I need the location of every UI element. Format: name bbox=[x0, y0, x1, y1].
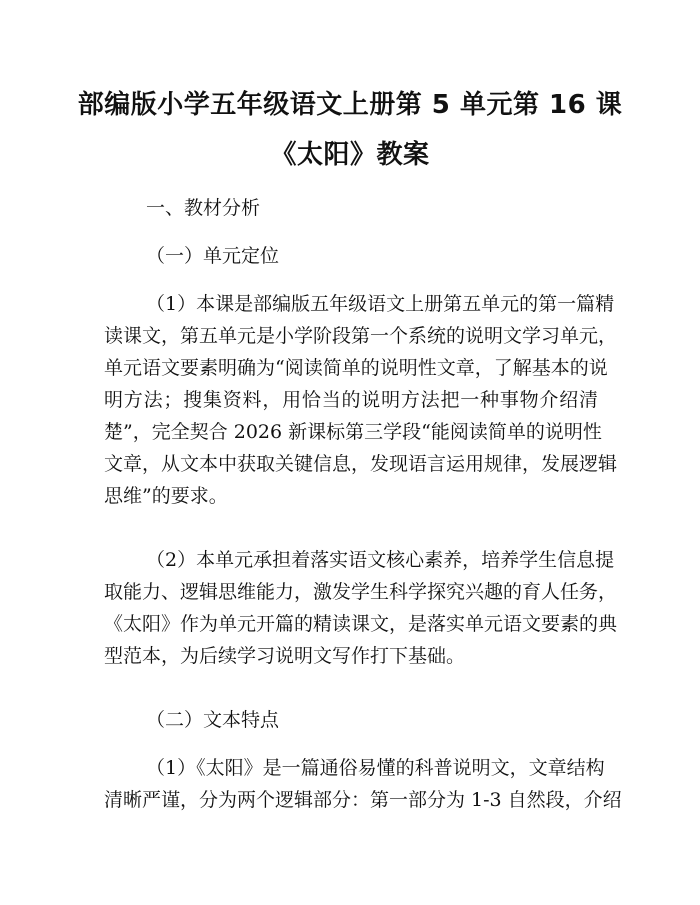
paragraph-3-line-1: （1）《太阳》是一篇通俗易懂的科普说明文，文章结构 bbox=[146, 757, 605, 779]
subsection-heading-text-features: （二）文本特点 bbox=[146, 709, 280, 731]
paragraph-1-line-5: 楚”，完全契合 2026 新课标第三学段“能阅读简单的说明性 bbox=[104, 421, 602, 443]
paragraph-2-line-2: 取能力、逻辑思维能力，激发学生科学探究兴趣的育人任务， bbox=[104, 581, 618, 603]
paragraph-1-line-3: 单元语文要素明确为“阅读简单的说明性文章，了解基本的说 bbox=[104, 357, 608, 379]
paragraph-3-line-2: 清晰严谨，分为两个逻辑部分：第一部分为 1-3 自然段，介绍 bbox=[104, 789, 622, 811]
paragraph-1-line-6: 文章，从文本中获取关键信息，发现语言运用规律，发展逻辑 bbox=[104, 453, 618, 475]
paragraph-1-line-4: 明方法；搜集资料，用恰当的说明方法把一种事物介绍清 bbox=[104, 389, 598, 411]
paragraph-1-line-1: （1）本课是部编版五年级语文上册第五单元的第一篇精 bbox=[146, 293, 615, 315]
paragraph-2-line-4: 型范本，为后续学习说明文写作打下基础。 bbox=[104, 645, 466, 667]
paragraph-2-line-3: 《太阳》作为单元开篇的精读课文，是落实单元语文要素的典 bbox=[104, 613, 618, 635]
document-title-line-1: 部编版小学五年级语文上册第 5 单元第 16 课 bbox=[77, 90, 623, 120]
paragraph-2-line-1: （2）本单元承担着落实语文核心素养，培养学生信息提 bbox=[146, 549, 615, 571]
subsection-heading-unit-positioning: （一）单元定位 bbox=[146, 245, 280, 267]
paragraph-1-line-7: 思维”的要求。 bbox=[104, 485, 228, 507]
document-title-line-2: 《太阳》教案 bbox=[270, 140, 430, 170]
paragraph-1-line-2: 读课文，第五单元是小学阶段第一个系统的说明文学习单元， bbox=[104, 325, 618, 347]
section-heading: 一、教材分析 bbox=[146, 197, 261, 219]
